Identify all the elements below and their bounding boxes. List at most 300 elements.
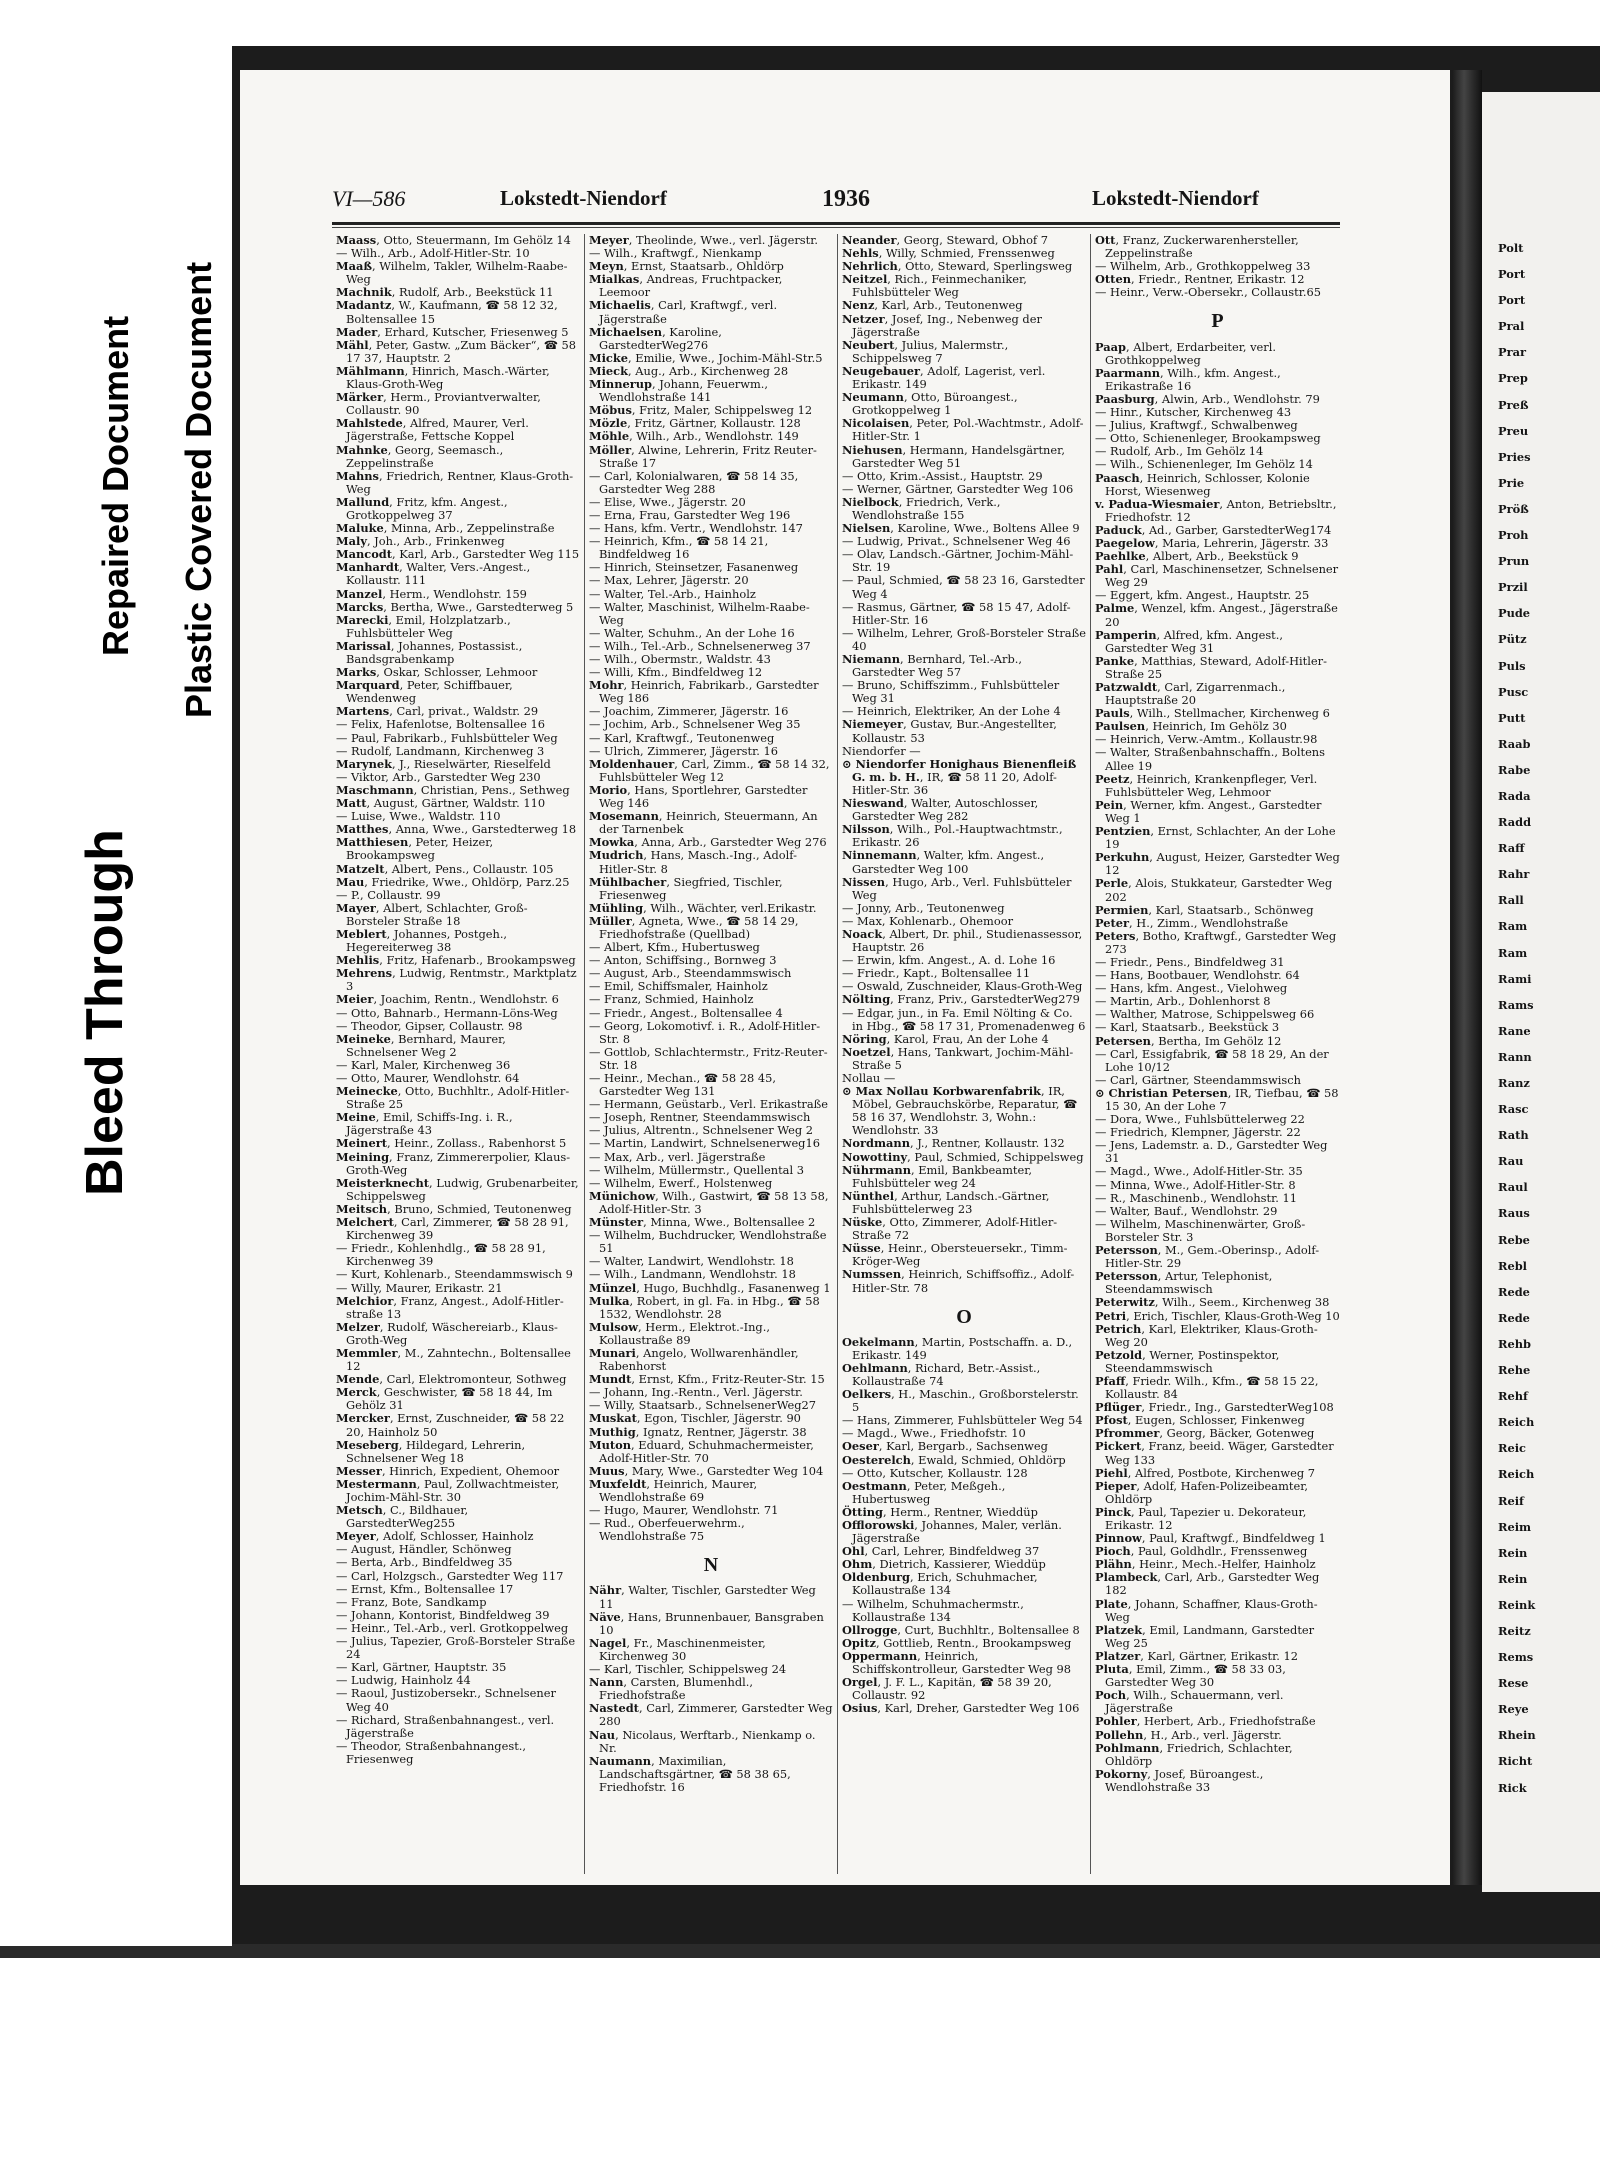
directory-entry: Ollrogge, Curt, Buchhltr., Boltensallee 8	[842, 1622, 1080, 1637]
directory-entry: Möller, Alwine, Lehrerin, Fritz Reuter-Straße 17	[589, 442, 817, 470]
facing-entry-fragment: Pusc	[1498, 684, 1529, 699]
directory-entry: Paap, Albert, Erdarbeiter, verl. Grothkoppelweg	[1095, 339, 1277, 367]
facing-entry-fragment: Rabe	[1498, 762, 1531, 777]
directory-entry: Pein, Werner, kfm. Angest., Garstedter Weg 1	[1095, 797, 1322, 825]
directory-entry: Meining, Franz, Zimmererpolier, Klaus-Groth-Weg	[336, 1149, 571, 1177]
directory-entry: Oppermann, Heinrich, Schiffskontrolleur, Garstedter Weg 98	[842, 1648, 1071, 1677]
directory-entry: Pohler, Herbert, Arb., Friedhofstraße	[1095, 1714, 1316, 1729]
directory-entry: — Walter, Maschinist, Wilhelm-Raabe-Weg	[589, 599, 810, 627]
directory-entry: — Heinr., Tel.-Arb., verl. Grotkoppelweg	[336, 1620, 569, 1635]
directory-entry: Nührmann, Emil, Bankbeamter, Fuhlsbütteler weg 24	[842, 1162, 1033, 1190]
directory-entry: Mancodt, Karl, Arb., Garstedter Weg 115	[336, 547, 580, 562]
facing-entry-fragment: Raab	[1498, 736, 1531, 751]
facing-entry-fragment: Reif	[1498, 1493, 1524, 1508]
directory-entry: Ninnemann, Walter, kfm. Angest., Garstedter Weg 100	[842, 848, 1045, 876]
directory-entry: — Edgar, jun., in Fa. Emil Nölting & Co. in Hbg., ☎ 58 17 31, Promenadenweg 6	[842, 1005, 1086, 1033]
directory-entry: ⊙ Niendorfer Honighaus Bienenfleiß G. m. b. H., IR, ☎ 58 11 20, Adolf-Hitler-Str. 36	[842, 756, 1077, 797]
directory-entry: — Karl, Gärtner, Hauptstr. 35	[336, 1660, 507, 1675]
directory-entry: Numssen, Heinrich, Schiffsoffiz., Adolf-Hitler-Str. 78	[842, 1267, 1075, 1295]
facing-entry-fragment: Ranz	[1498, 1076, 1530, 1090]
directory-entry: Offlorowski, Johannes, Maler, verlän. Jägerstraße	[842, 1518, 1062, 1546]
directory-entry: Pohlmann, Friedrich, Schlachter, Ohldörp	[1095, 1740, 1293, 1768]
directory-entry: Oesterelch, Ewald, Schmied, Ohldörp	[842, 1452, 1066, 1467]
directory-entry: Paehlke, Albert, Arb., Beekstück 9	[1095, 549, 1299, 564]
facing-entry-fragment: Rann	[1498, 1049, 1532, 1064]
facing-entry-fragment: Rede	[1498, 1310, 1530, 1325]
directory-entry: Opitz, Gottlieb, Rentn., Brookampsweg	[842, 1635, 1072, 1650]
directory-entry: Petersson, M., Gem.-Oberinsp., Adolf-Hitler-Str. 29	[1095, 1243, 1320, 1271]
facing-entry-fragment: Rall	[1498, 893, 1524, 908]
directory-entry: — Wilhelm, Arb., Grothkoppelweg 33	[1095, 259, 1311, 274]
directory-entry: Muskat, Egon, Tischler, Jägerstr. 90	[589, 1411, 801, 1426]
directory-entry: — Heinrich, Kfm., ☎ 58 14 21, Bindfeldweg 16	[589, 534, 769, 562]
directory-entry: Naumann, Maximilian, Landschaftsgärtner, ☎ 58 38 65, Friedhofstr. 16	[589, 1753, 791, 1794]
facing-entry-fragment: Rein	[1498, 1545, 1528, 1560]
directory-entry: — Viktor, Arb., Garstedter Weg 230	[336, 769, 541, 784]
directory-entry: — Wilhelm, Buchdrucker, Wendlohstraße 51	[589, 1228, 827, 1256]
directory-entry: Pentzien, Ernst, Schlachter, An der Lohe 19	[1095, 824, 1336, 852]
directory-entry: Plate, Johann, Schaffner, Klaus-Groth-Weg	[1095, 1596, 1318, 1624]
directory-entry: Mohr, Heinrich, Fabrikarb., Garstedter Weg 186	[589, 678, 819, 706]
directory-entry: Nehls, Willy, Schmied, Frenssenweg	[842, 246, 1055, 261]
facing-entry-fragment: Port	[1498, 293, 1526, 308]
facing-entry-fragment: Rebe	[1498, 1232, 1530, 1247]
directory-entry: Plambeck, Carl, Arb., Garstedter Weg 182	[1095, 1570, 1320, 1598]
facing-entry-fragment: Reim	[1498, 1519, 1532, 1534]
directory-entry: Minnerup, Johann, Feuerwm., Wendlohstraße 141	[589, 377, 769, 405]
directory-entry: Marquard, Peter, Schiffbauer, Wendenweg	[336, 678, 513, 706]
directory-entry: — Wilhelm, Schuhmachermstr., Kollaustraße 134	[842, 1596, 1024, 1624]
facing-entry-fragment: Rebl	[1498, 1258, 1528, 1273]
header-rule	[332, 222, 1340, 225]
directory-entry: Neumann, Otto, Büroangest., Grotkoppelweg 1	[842, 390, 1018, 418]
directory-entry: — Walter, Tel.-Arb., Hainholz	[589, 586, 756, 601]
directory-entry: — Eggert, kfm. Angest., Hauptstr. 25	[1095, 588, 1310, 603]
directory-entry: — Karl, Kraftwgf., Teutonenweg	[589, 730, 775, 745]
directory-entry: Platzek, Emil, Landmann, Garstedter Weg 25	[1095, 1622, 1315, 1650]
directory-entry: — Ernst, Kfm., Boltensallee 17	[336, 1581, 514, 1596]
directory-entry: Meyer, Adolf, Schlosser, Hainholz	[336, 1529, 534, 1544]
directory-entry: Niehusen, Hermann, Handelsgärtner, Garstedter Weg 51	[842, 442, 1065, 470]
directory-entry: Munari, Angelo, Wollwarenhändler, Rabenhorst	[589, 1345, 799, 1374]
directory-entry: — Julius, Kraftwgf., Schwalbenweg	[1095, 418, 1298, 433]
directory-entry: — Willi, Kfm., Bindfeldweg 12	[589, 665, 763, 680]
directory-entry: — Johann, Kontorist, Bindfeldweg 39	[336, 1607, 550, 1622]
directory-entry: — Wilhelm, Maschinenwärter, Groß-Borsteler Str. 3	[1095, 1216, 1306, 1244]
directory-entry: Plähn, Heinr., Mech.-Helfer, Hainholz	[1095, 1557, 1316, 1572]
directory-entry: Patzwaldt, Carl, Zigarrenmach., Hauptstraße 20	[1095, 680, 1286, 708]
directory-entry: — Albert, Kfm., Hubertusweg	[589, 940, 760, 955]
facing-entry-fragment: Polt	[1498, 242, 1524, 255]
directory-entry: Petzold, Werner, Postinspektor, Steendammswisch	[1095, 1347, 1280, 1375]
directory-entry: — P., Collaustr. 99	[336, 887, 441, 902]
directory-entry: Niendorfer —	[842, 743, 921, 758]
directory-entry: Maschmann, Christian, Pens., Sethweg	[336, 782, 570, 797]
directory-entry: Nicolaisen, Peter, Pol.-Wachtmstr., Adolf-Hitler-Str. 1	[842, 416, 1084, 444]
directory-entry: Perle, Alois, Stukkateur, Garstedter Weg 202	[1095, 876, 1333, 904]
directory-entry: Mehlis, Fritz, Hafenarb., Brookampsweg	[336, 953, 576, 968]
section-letter: P	[1211, 310, 1224, 333]
directory-entry: — Ludwig, Hainholz 44	[336, 1673, 471, 1688]
facing-entry-fragment: Rane	[1498, 1023, 1531, 1038]
directory-entry: — Max, Lehrer, Jägerstr. 20	[589, 573, 749, 588]
directory-entry: — Magd., Wwe., Friedhofstr. 10	[842, 1426, 1026, 1441]
directory-entry: — Karl, Staatsarb., Beekstück 3	[1095, 1020, 1280, 1035]
directory-entry: — August, Arb., Steendammswisch	[589, 966, 792, 981]
facing-entry-fragment: Rasc	[1498, 1102, 1529, 1117]
directory-entry: Nähr, Walter, Tischler, Garstedter Weg 11	[589, 1583, 816, 1611]
directory-entry: Oestmann, Peter, Meßgeh., Hubertusweg	[842, 1478, 1006, 1506]
directory-entry: — Walther, Matrose, Schippelsweg 66	[1095, 1007, 1315, 1022]
facing-entry-fragment: Rhein	[1498, 1728, 1536, 1743]
directory-entry: — Jonny, Arb., Teutonenweg	[842, 900, 1005, 915]
directory-entry: Petrich, Karl, Elektriker, Klaus-Groth-Weg 20	[1095, 1321, 1318, 1349]
directory-entry: — Minna, Wwe., Adolf-Hitler-Str. 8	[1095, 1177, 1296, 1192]
directory-entry: — Emil, Schiffsmaler, Hainholz	[589, 979, 768, 994]
directory-entry: Meblert, Johannes, Postgeh., Hegereiterweg 38	[336, 926, 508, 955]
directory-entry: Niemann, Bernhard, Tel.-Arb., Garstedter Weg 57	[842, 652, 1022, 680]
directory-entry: Paasburg, Alwin, Arb., Wendlohstr. 79	[1095, 391, 1320, 406]
label-panel	[0, 46, 232, 1946]
directory-entry: Matthiesen, Peter, Heizer, Brookampsweg	[336, 835, 494, 863]
column-1	[332, 234, 585, 1874]
directory-page	[240, 70, 1450, 1885]
directory-entry: — Wilh., Tel.-Arb., Schnelsenerweg 37	[589, 638, 811, 653]
directory-entry: — Walter, Bauf., Wendlohstr. 29	[1095, 1203, 1278, 1218]
directory-entry: Müller, Agneta, Wwe., ☎ 58 14 29, Friedhofstraße (Quellbad)	[589, 913, 799, 941]
facing-entry-fragment: Reink	[1498, 1597, 1536, 1612]
label-plastic-covered-document: Plastic Covered Document	[178, 261, 219, 718]
directory-entry: — Magd., Wwe., Adolf-Hitler-Str. 35	[1095, 1164, 1303, 1179]
header-year: 1936	[822, 186, 870, 212]
directory-entry: — Heinrich, Verw.-Amtm., Kollaustr.98	[1095, 732, 1318, 747]
directory-entry: — Julius, Altrentn., Schnelsener Weg 2	[589, 1123, 814, 1138]
directory-entry: Meseberg, Hildegard, Lehrerin, Schnelsener Weg 18	[336, 1437, 526, 1465]
directory-entry: Mulka, Robert, in gl. Fa. in Hbg., ☎ 58 1532, Wendlohstr. 28	[589, 1293, 820, 1321]
facing-entry-fragment: Rahr	[1498, 867, 1530, 882]
directory-entry: Mahnke, Georg, Seemasch., Zeppelinstraße	[336, 442, 504, 470]
header-rule-thin	[332, 227, 1340, 228]
directory-entry: Platzer, Karl, Gärtner, Erikastr. 12	[1095, 1648, 1299, 1663]
directory-entry: Petersen, Bertha, Im Gehölz 12	[1095, 1033, 1282, 1048]
directory-entry: — Karl, Maler, Kirchenweg 36	[336, 1057, 511, 1072]
directory-entry: — Theodor, Straßenbahnangest., Friesenweg	[336, 1738, 527, 1766]
directory-entry: Micke, Emilie, Wwe., Jochim-Mähl-Str.5	[589, 350, 823, 365]
directory-entry: Nowottiny, Paul, Schmied, Schippelsweg	[842, 1149, 1084, 1164]
directory-entry: Mahlstede, Alfred, Maurer, Verl. Jägerstraße, Fettsche Koppel	[336, 416, 529, 444]
directory-entry: Paduck, Ad., Garber, GarstedterWeg174	[1095, 522, 1332, 537]
directory-entry: Pfrommer, Georg, Bäcker, Gotenweg	[1095, 1426, 1315, 1441]
facing-entry-fragment: Rami	[1498, 971, 1532, 986]
directory-entry: Permien, Karl, Staatsarb., Schönweg	[1095, 902, 1314, 917]
directory-entry: — Rud., Oberfeuerwehrm., Wendlohstraße 75	[589, 1516, 745, 1544]
directory-entry: Märker, Herm., Proviantverwalter, Collaustr. 90	[336, 390, 541, 418]
section-letter: N	[703, 1554, 719, 1577]
directory-entry: Mundt, Ernst, Kfm., Fritz-Reuter-Str. 15	[589, 1372, 825, 1387]
directory-entry: — Friedrich, Klempner, Jägerstr. 22	[1095, 1125, 1301, 1140]
directory-entry: — Wilh., Schienenleger, Im Gehölz 14	[1095, 457, 1313, 472]
directory-entry: Piehl, Alfred, Postbote, Kirchenweg 7	[1095, 1465, 1316, 1480]
directory-entry: Niemeyer, Gustav, Bur.-Angestellter, Kollaustr. 53	[842, 717, 1057, 745]
directory-entry: — Berta, Arb., Bindfeldweg 35	[336, 1555, 513, 1570]
facing-entry-fragment: Ram	[1498, 945, 1528, 960]
facing-entry-fragment: Rau	[1498, 1154, 1524, 1169]
directory-entry: — Richard, Straßenbahnangest., verl. Jägerstraße	[336, 1712, 555, 1740]
directory-entry: — Raoul, Justizobersekr., Schnelsener Weg 40	[336, 1686, 556, 1714]
directory-entry: Ott, Franz, Zuckerwarenhersteller, Zeppelinstraße	[1095, 234, 1299, 261]
directory-entry: Nöring, Karol, Frau, An der Lohe 4	[842, 1031, 1049, 1046]
directory-entry: Näve, Hans, Brunnenbauer, Bansgraben 10	[589, 1609, 824, 1637]
directory-entry: Matzelt, Albert, Pens., Collaustr. 105	[336, 861, 554, 876]
facing-entry-fragment: Rick	[1498, 1780, 1527, 1795]
directory-entry: — Gottlob, Schlachtermstr., Fritz-Reuter-Str. 18	[589, 1044, 828, 1072]
directory-entry: Memmler, M., Zahntechn., Boltensallee 12	[336, 1345, 571, 1374]
directory-entry: Münster, Minna, Wwe., Boltensallee 2	[589, 1215, 816, 1230]
directory-entry: Nieswand, Walter, Autoschlosser, Garstedter Weg 282	[842, 796, 1039, 824]
directory-entry: — Joseph, Rentner, Steendammswisch	[589, 1110, 811, 1125]
directory-entry: Nölting, Franz, Priv., GarstedterWeg279	[842, 992, 1080, 1007]
facing-entry-fragment: Preß	[1498, 397, 1529, 412]
directory-entry: Mau, Friedrike, Wwe., Ohldörp, Parz.25	[336, 874, 570, 889]
directory-entry: Poch, Wilh., Schauermann, verl. Jägerstraße	[1095, 1688, 1284, 1716]
directory-entry: Otten, Friedr., Rentner, Erikastr. 12	[1095, 272, 1305, 287]
facing-entry-fragment: Ram	[1498, 919, 1528, 934]
directory-entry: Petersson, Artur, Telephonist, Steendammswisch	[1095, 1269, 1273, 1297]
directory-entry: Nenz, Karl, Arb., Teutonenweg	[842, 298, 1023, 313]
directory-entry: — Max, Kohlenarb., Ohemoor	[842, 913, 1014, 928]
directory-entry: Muton, Eduard, Schuhmachermeister, Adolf-Hitler-Str. 70	[589, 1437, 814, 1465]
directory-entry: — Georg, Lokomotivf. i. R., Adolf-Hitler-Str. 8	[589, 1018, 821, 1046]
directory-entry: Manzel, Herm., Wendlohstr. 159	[336, 586, 527, 601]
directory-entry: Nollau —	[842, 1071, 896, 1085]
directory-entry: — Felix, Hafenlotse, Boltensallee 16	[336, 717, 545, 732]
directory-entry: Melchert, Carl, Zimmerer, ☎ 58 28 91, Kirchenweg 39	[336, 1215, 569, 1243]
directory-entry: Mosemann, Heinrich, Steuermann, An der Tarnenbek	[589, 809, 818, 837]
directory-entry: Pinck, Paul, Tapezier u. Dekorateur, Erikastr. 12	[1095, 1504, 1307, 1532]
directory-entry: Pieper, Adolf, Hafen-Polizeibeamter, Ohldörp	[1095, 1478, 1309, 1506]
directory-entry: — Wilh., Obermstr., Waldstr. 43	[589, 652, 771, 666]
directory-entry: — Hans, kfm. Vertr., Wendlohstr. 147	[589, 521, 803, 536]
directory-entry: Pahl, Carl, Maschinensetzer, Schnelsener Weg 29	[1095, 562, 1339, 590]
directory-entry: — Wilhelm, Ewerf., Holstenweg	[589, 1175, 773, 1190]
directory-entry: Muthig, Ignatz, Rentner, Jägerstr. 38	[589, 1424, 807, 1439]
directory-entry: — Werner, Gärtner, Garstedter Weg 106	[842, 481, 1074, 496]
directory-entry: Mercker, Ernst, Zuschneider, ☎ 58 22 20, Hainholz 50	[336, 1411, 565, 1439]
directory-entry: — Hans, Zimmerer, Fuhlsbütteler Weg 54	[842, 1413, 1083, 1428]
directory-entry: Pflüger, Friedr., Ing., GarstedterWeg108	[1095, 1400, 1334, 1415]
directory-entry: Münichow, Wilh., Gastwirt, ☎ 58 13 58, Adolf-Hitler-Str. 3	[589, 1188, 829, 1216]
directory-entry: Nüske, Otto, Zimmerer, Adolf-Hitler-Straße 72	[842, 1215, 1058, 1243]
facing-entry-fragment: Puls	[1498, 658, 1526, 673]
facing-entry-fragment: Prun	[1498, 554, 1530, 569]
directory-entry: — Rudolf, Landmann, Kirchenweg 3	[336, 743, 545, 758]
facing-entry-fragment: Rams	[1498, 997, 1534, 1012]
directory-entry: — Johann, Ing.-Rentn., Verl. Jägerstr.	[589, 1385, 803, 1400]
directory-entry: — Dora, Wwe., Fuhlsbüttelerweg 22	[1095, 1112, 1305, 1127]
facing-entry-fragment: Przil	[1498, 580, 1528, 595]
directory-entry: Möbus, Fritz, Maler, Schippelsweg 12	[589, 403, 813, 418]
directory-entry: Mählmann, Hinrich, Masch.-Wärter, Klaus-Groth-Weg	[336, 363, 550, 392]
directory-entry: — Wilh., Arb., Adolf-Hitler-Str. 10	[336, 246, 530, 261]
directory-entry: — Carl, Holzgsch., Garstedter Weg 117	[336, 1568, 564, 1583]
directory-entry: — Paul, Schmied, ☎ 58 23 16, Garstedter Weg 4	[842, 573, 1085, 601]
directory-entry: Peterwitz, Wilh., Seem., Kirchenweg 38	[1095, 1295, 1330, 1310]
directory-entry: Matthes, Anna, Wwe., Garstedterweg 18	[336, 822, 577, 837]
directory-entry: Meinecke, Otto, Buchhltr., Adolf-Hitler-Straße 25	[336, 1084, 570, 1112]
facing-entry-fragment: Prep	[1498, 371, 1528, 386]
directory-entry: Nissen, Hugo, Arb., Verl. Fuhlsbütteler Weg	[842, 874, 1072, 902]
directory-entry: — Elise, Wwe., Jägerstr. 20	[589, 494, 746, 509]
facing-entry-fragment: Pröß	[1498, 501, 1529, 516]
directory-entry: v. Padua-Wiesmaier, Anton, Betriebsltr., Friedhofstr. 12	[1095, 496, 1337, 524]
directory-entry: — Ulrich, Zimmerer, Jägerstr. 16	[589, 743, 779, 758]
directory-entry: Marcks, Bertha, Wwe., Garstedterweg 5	[336, 599, 574, 614]
directory-entry: — Hugo, Maurer, Wendlohstr. 71	[589, 1503, 779, 1518]
directory-entry: Pollehn, H., Arb., verl. Jägerstr.	[1095, 1727, 1282, 1742]
directory-entry: Ötting, Herm., Rentner, Wieddüp	[842, 1504, 1038, 1519]
facing-entry-fragment: Rede	[1498, 1284, 1530, 1299]
directory-entry: Muxfeldt, Heinrich, Maurer, Wendlohstraße 69	[589, 1476, 758, 1504]
directory-entry: Peters, Botho, Kraftwgf., Garstedter Weg 273	[1095, 928, 1337, 956]
directory-entry: Oehlmann, Richard, Betr.-Assist., Kollaustraße 74	[842, 1360, 1041, 1388]
facing-entry-fragment: Reic	[1498, 1441, 1526, 1456]
facing-entry-fragment: Raul	[1498, 1180, 1528, 1195]
directory-entry: — Friedr., Pens., Bindfeldweg 31	[1095, 954, 1285, 969]
directory-entry: — Anton, Schiffsing., Bornweg 3	[589, 953, 777, 968]
entry-columns	[332, 234, 1344, 1874]
directory-entry: Meinert, Heinr., Zollass., Rabenhorst 5	[336, 1136, 567, 1151]
directory-entry: Mayer, Albert, Schlachter, Groß-Borsteler Straße 18	[336, 900, 528, 928]
column-2	[585, 234, 838, 1874]
directory-entry: — Erwin, kfm. Angest., A. d. Lohe 16	[842, 953, 1056, 968]
directory-entry: — August, Händler, Schönweg	[336, 1542, 512, 1557]
directory-entry: Osius, Karl, Dreher, Garstedter Weg 106	[842, 1701, 1080, 1716]
directory-entry: — Hans, kfm. Angest., Vielohweg	[1095, 981, 1288, 996]
directory-entry: — Wilhelm, Müllermstr., Quellental 3	[589, 1162, 804, 1177]
facing-entry-fragment: Port	[1498, 267, 1526, 282]
directory-entry: Paarmann, Wilh., kfm. Angest., Erikastraße 16	[1095, 365, 1281, 393]
directory-entry: Mehrens, Ludwig, Rentmstr., Marktplatz 3	[336, 966, 577, 994]
directory-entry: Noetzel, Hans, Tankwart, Jochim-Mähl-Straße 5	[842, 1044, 1074, 1072]
directory-entry: Michaelis, Carl, Kraftwgf., verl. Jägerstraße	[589, 298, 778, 326]
directory-entry: — Friedr., Kohlenhdlg., ☎ 58 28 91, Kirchenweg 39	[336, 1241, 546, 1269]
bottom-margin	[0, 1955, 1600, 2177]
directory-entry: Mende, Carl, Elektromonteur, Sothweg	[336, 1372, 567, 1387]
directory-entry: Mudrich, Hans, Masch.-Ing., Adolf-Hitler-Str. 8	[589, 848, 797, 876]
directory-entry: Netzer, Josef, Ing., Nebenweg der Jägerstraße	[842, 311, 1042, 339]
directory-entry: Mialkas, Andreas, Fruchtpacker, Leemoor	[589, 272, 783, 300]
directory-entry: Pfost, Eugen, Schlosser, Finkenweg	[1095, 1413, 1305, 1428]
directory-entry: Perkuhn, August, Heizer, Garstedter Weg 12	[1095, 850, 1340, 878]
label-bleed-through: Bleed Through	[76, 829, 134, 1196]
facing-entry-fragment: Rese	[1498, 1676, 1529, 1691]
scan-bottom-edge	[0, 1944, 1600, 1958]
directory-entry: Pinnow, Paul, Kraftwgf., Bindfeldweg 1	[1095, 1531, 1326, 1546]
facing-entry-fragment: Rems	[1498, 1650, 1534, 1665]
directory-entry: — Jens, Lademstr. a. D., Garstedter Weg 31	[1095, 1138, 1328, 1166]
directory-entry: Nastedt, Carl, Zimmerer, Garstedter Weg 280	[589, 1701, 833, 1729]
directory-entry: — Walter, Schuhm., An der Lohe 16	[589, 625, 795, 640]
directory-entry: Pfaff, Friedr. Wilh., Kfm., ☎ 58 15 22, Kollaustr. 84	[1095, 1373, 1319, 1402]
directory-entry: Möhle, Wilh., Arb., Wendlohstr. 149	[589, 429, 799, 444]
directory-entry: Mühling, Wilh., Wächter, verl.Erikastr.	[589, 900, 817, 915]
directory-entry: — Max, Arb., verl. Jägerstraße	[589, 1149, 766, 1164]
directory-entry: Pokorny, Josef, Büroangest., Wendlohstraße 33	[1095, 1766, 1264, 1794]
section-letter: O	[956, 1305, 972, 1328]
directory-entry: Melchior, Franz, Angest., Adolf-Hitler-straße 13	[336, 1293, 564, 1321]
facing-entry-fragment: Preu	[1498, 423, 1529, 438]
directory-entry: Meisterknecht, Ludwig, Grubenarbeiter, Schippelsweg	[336, 1175, 579, 1203]
facing-entry-fragment: Reye	[1498, 1702, 1529, 1717]
directory-entry: Mieck, Aug., Arb., Kirchenweg 28	[589, 363, 789, 378]
directory-entry: — Bruno, Schiffszimm., Fuhlsbütteler Weg 31	[842, 678, 1060, 706]
facing-entry-fragment: Radd	[1498, 815, 1532, 830]
directory-entry: Nordmann, J., Rentner, Kollaustr. 132	[842, 1136, 1065, 1151]
directory-entry: Orgel, J. F. L., Kapitän, ☎ 58 39 20, Collaustr. 92	[842, 1675, 1052, 1703]
facing-entry-fragment: Raus	[1498, 1206, 1530, 1221]
directory-entry: Michaelsen, Karoline, GarstedterWeg276	[589, 324, 722, 352]
directory-entry: Mühlbacher, Siegfried, Tischler, Friesenweg	[589, 874, 783, 902]
directory-entry: Mähl, Peter, Gastw. „Zum Bäcker“, ☎ 58 17 37, Hauptstr. 2	[336, 337, 577, 365]
directory-entry: — Kurt, Kohlenarb., Steendammswisch 9	[336, 1267, 573, 1282]
directory-entry: — Wilh., Kraftwgf., Nienkamp	[589, 246, 762, 261]
directory-entry: Melzer, Rudolf, Wäschereiarb., Klaus-Groth-Weg	[336, 1319, 558, 1347]
directory-entry: — Wilhelm, Lehrer, Groß-Borsteler Straße 40	[842, 625, 1086, 653]
directory-entry: Nielsen, Karoline, Wwe., Boltens Allee 9	[842, 521, 1080, 536]
directory-entry: Nann, Carsten, Blumenhdl., Friedhofstraße	[589, 1675, 754, 1703]
directory-entry: — Franz, Schmied, Hainholz	[589, 992, 754, 1007]
directory-entry: — Hinr., Kutscher, Kirchenweg 43	[1095, 405, 1292, 420]
directory-entry: Noack, Albert, Dr. phil., Studienassessor, Hauptstr. 26	[842, 926, 1083, 955]
directory-entry: Martens, Carl, privat., Waldstr. 29	[336, 704, 539, 719]
facing-entry-fragment: Proh	[1498, 528, 1529, 543]
page-header	[332, 186, 1340, 220]
directory-entry: Münzel, Hugo, Buchhdlg., Fasanenweg 1	[589, 1280, 831, 1295]
directory-entry: — Olav, Landsch.-Gärtner, Jochim-Mähl-Str. 19	[842, 547, 1074, 575]
directory-entry: — Hinrich, Steinsetzer, Fasanenweg	[589, 560, 799, 575]
directory-entry: Pluta, Emil, Zimm., ☎ 58 33 03, Garstedter Weg 30	[1095, 1662, 1286, 1690]
directory-entry: — Rasmus, Gärtner, ☎ 58 15 47, Adolf-Hitler-Str. 16	[842, 599, 1071, 627]
facing-entry-fragment: Rehb	[1498, 1336, 1531, 1351]
directory-entry: Paulsen, Heinrich, Im Gehölz 30	[1095, 719, 1287, 734]
directory-entry: — Oswald, Zuschneider, Klaus-Groth-Weg	[842, 979, 1083, 994]
directory-entry: Panke, Matthias, Steward, Adolf-Hitler-Straße 25	[1095, 653, 1327, 681]
directory-entry: — Otto, Schienenleger, Brookampsweg	[1095, 431, 1321, 446]
directory-entry: Nünthel, Arthur, Landsch.-Gärtner, Fuhlsbüttelerweg 23	[842, 1188, 1050, 1216]
directory-entry: — Heinrich, Elektriker, An der Lohe 4	[842, 704, 1061, 719]
directory-entry: Machnik, Rudolf, Arb., Beekstück 11	[336, 285, 554, 300]
facing-entry-fragment: Pries	[1498, 449, 1531, 464]
facing-entry-fragment: Reich	[1498, 1415, 1535, 1430]
directory-entry: Nilsson, Wilh., Pol.-Hauptwachtmstr., Erikastr. 26	[842, 822, 1063, 850]
directory-entry: Meier, Joachim, Rentn., Wendlohstr. 6	[336, 992, 559, 1007]
directory-entry: Matt, August, Gärtner, Waldstr. 110	[336, 796, 546, 811]
directory-entry: Mulsow, Herm., Elektrot.-Ing., Kollaustraße 89	[589, 1319, 770, 1347]
directory-entry: — Otto, Bahnarb., Hermann-Löns-Weg	[336, 1005, 558, 1020]
directory-entry: Marynek, J., Rieselwärter, Rieselfeld	[336, 756, 551, 771]
directory-entry: — Willy, Maurer, Erikastr. 21	[336, 1280, 503, 1295]
directory-entry: — Ludwig, Privat., Schnelsener Weg 46	[842, 534, 1071, 549]
directory-entry: Oldenburg, Erich, Schuhmacher, Kollaustraße 134	[842, 1570, 1038, 1598]
directory-entry: Merck, Geschwister, ☎ 58 18 44, Im Gehölz 31	[336, 1385, 553, 1413]
directory-entry: — Luise, Wwe., Waldstr. 110	[336, 809, 501, 824]
column-3	[838, 234, 1091, 1874]
directory-entry: Maluke, Minna, Arb., Zeppelinstraße	[336, 521, 555, 536]
directory-entry: — Martin, Landwirt, Schnelsenerweg16	[589, 1136, 820, 1151]
directory-entry: Neitzel, Rich., Feinmechaniker, Fuhlsbütteler Weg	[842, 272, 1027, 300]
directory-entry: Meine, Emil, Schiffs-Ing. i. R., Jägerstraße 43	[336, 1110, 513, 1138]
directory-entry: Manhardt, Walter, Vers.-Angest., Kollaustr. 111	[336, 560, 531, 588]
